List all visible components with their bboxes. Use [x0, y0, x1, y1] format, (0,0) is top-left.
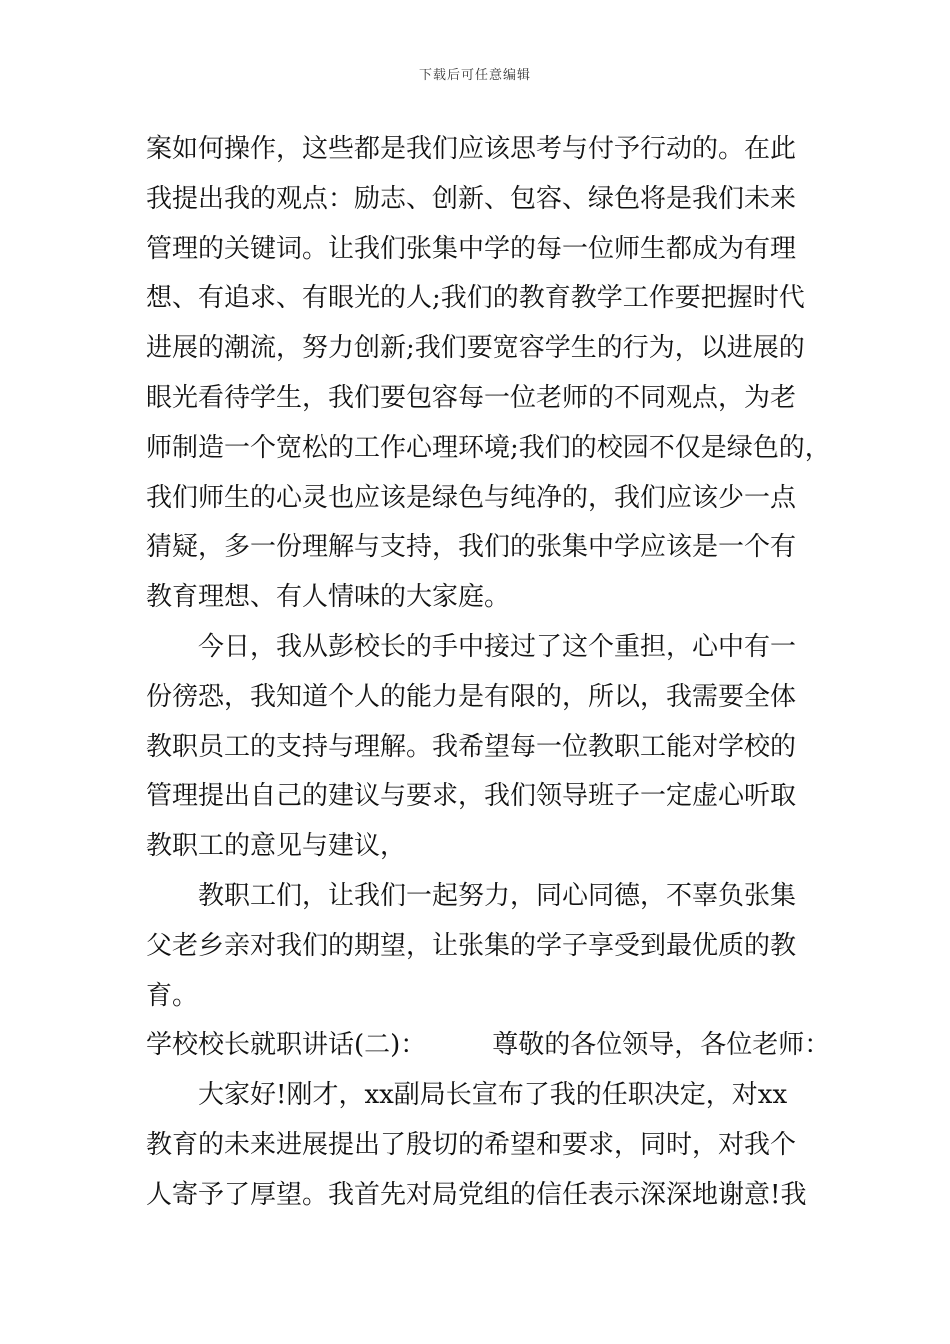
text-line: 人寄予了厚望。我首先对局党组的信任表示深深地谢意!我	[146, 1179, 807, 1210]
text-line: 教职工们，让我们一起努力，同心同德，不辜负张集	[198, 880, 797, 911]
page-header-watermark: 下载后可任意编辑	[418, 68, 531, 83]
text-line: 管理提出自己的建议与要求，我们领导班子一定虚心听取	[146, 781, 797, 812]
text-line: 份徬恐，我知道个人的能力是有限的，所以，我需要全体	[146, 681, 797, 712]
text-line: 教育理想、有人情味的大家庭。	[146, 582, 511, 613]
section-heading-line	[146, 1021, 831, 1071]
text-line: 教职工的意见与建议，	[146, 831, 407, 862]
text-line: 大家好!刚才，xx副局长宣布了我的任职决定，对xx	[198, 1080, 788, 1111]
text-line: 我们师生的心灵也应该是绿色与纯净的，我们应该少一点	[146, 482, 797, 513]
text-line: 眼光看待学生，我们要包容每一位老师的不同观点，为老	[146, 382, 797, 413]
section-heading: 学校校长就职讲话(二)：	[146, 1030, 427, 1061]
text-line: 父老乡亲对我们的期望，让张集的学子享受到最优质的教	[146, 930, 797, 961]
text-line: 教育的未来进展提出了殷切的希望和要求，同时，对我个	[146, 1129, 797, 1160]
text-line: 案如何操作，这些都是我们应该思考与付予行动的。在此	[146, 134, 797, 164]
text-line: 想、有追求、有眼光的人;我们的教育教学工作要把握时代	[146, 283, 805, 314]
text-line: 猜疑，多一份理解与支持，我们的张集中学应该是一个有	[146, 532, 797, 563]
text-line: 师制造一个宽松的工作心理环境;我们的校园不仅是绿色的，	[146, 432, 831, 463]
paragraph-group-1	[146, 125, 831, 1021]
text-line: 今日，我从彭校长的手中接过了这个重担，心中有一	[198, 631, 797, 662]
text-line: 管理的关键词。让我们张集中学的每一位师生都成为有理	[146, 233, 797, 264]
text-line: 育。	[146, 980, 199, 1011]
paragraph-group-2	[146, 1071, 826, 1220]
salutation: 尊敬的各位领导，各位老师：	[492, 1030, 831, 1061]
document-body	[146, 125, 831, 1221]
text-line: 进展的潮流，努力创新;我们要宽容学生的行为，以进展的	[146, 333, 805, 364]
text-line: 我提出我的观点：励志、创新、包容、绿色将是我们未来	[146, 183, 797, 214]
text-line: 教职员工的支持与理解。我希望每一位教职工能对学校的	[146, 731, 797, 762]
